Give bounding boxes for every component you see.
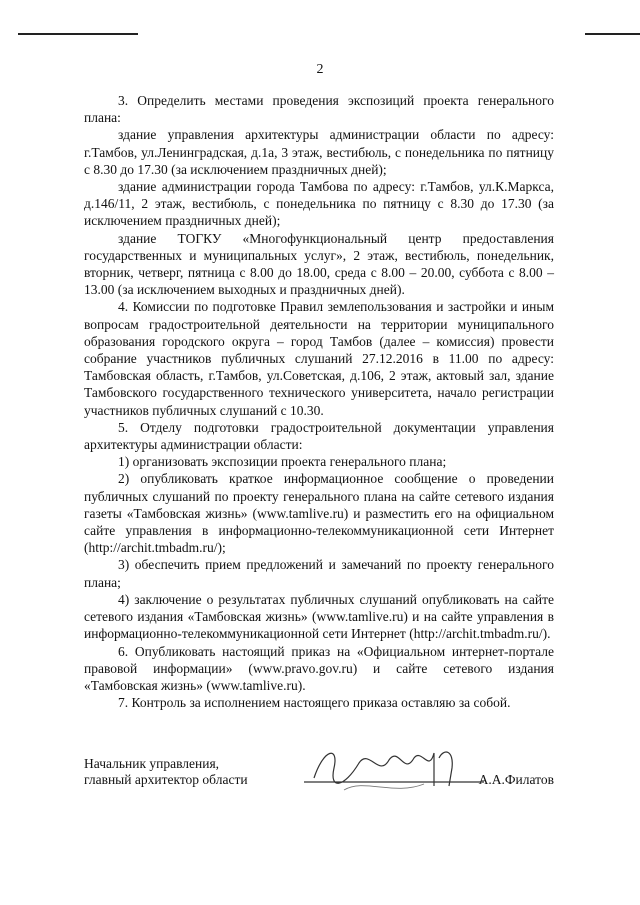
paragraph-7: 7. Контроль за исполнением настоящего приказа оставляю за собой. bbox=[118, 695, 511, 711]
paragraph-3-location-2: здание администрации города Тамбова по адресу: г.Тамбов, ул.К.Маркса, д.146/11, 2 этаж, вестибюль, с понедельника по пятницу с 8.30 до 17.30 (за исключением праздничных дней); bbox=[84, 179, 554, 229]
signatory-title-line-2: главный архитектор области bbox=[84, 772, 248, 787]
paragraph-6: 6. Опубликовать настоящий приказ на «Официальном интернет-портале правовой информации» (www.pravo.gov.ru) и сайте сетевого издания «Тамбовская жизнь» (www.tamlive.ru). bbox=[84, 643, 554, 693]
paragraph-5-item-1: 1) организовать экспозиции проекта генерального плана; bbox=[118, 454, 447, 470]
paragraph-5-item-3: 3) обеспечить прием предложений и замечаний по проекту генерального плана; bbox=[84, 557, 554, 590]
signatory-title-line-1: Начальник управления, bbox=[84, 756, 220, 771]
page-number: 2 bbox=[316, 62, 324, 77]
signature-block bbox=[84, 738, 554, 798]
handwritten-signature bbox=[284, 738, 484, 798]
paragraph-5: 5. Отделу подготовки градостроительной документации управления архитектуры администрации области: bbox=[84, 419, 554, 453]
document-body bbox=[84, 92, 554, 711]
paragraph-5-item-2: 2) опубликовать краткое информационное сообщение о проведении публичных слушаний по проекту генерального плана на сайте сетевого издания газеты «Тамбовская жизнь» (www.tamlive.ru) и разместить его на официальном сайте управления в информационно-телекоммуникационной сети Интернет (http://archit.tmbadm.ru/); bbox=[84, 471, 554, 556]
scan-edge-line-left bbox=[18, 33, 138, 35]
paragraph-3-location-1: здание управления архитектуры администрации области по адресу: г.Тамбов, ул.Ленинградская, д.1а, 3 этаж, вестибюль, с понедельника по пятницу с 8.30 до 17.30 (за исключением праздничных дней); bbox=[84, 127, 554, 177]
signatory-title bbox=[84, 756, 248, 788]
signatory-name: А.А.Филатов bbox=[478, 772, 554, 787]
paragraph-4: 4. Комиссии по подготовке Правил землепользования и застройки и иным вопросам градостроительной деятельности на территории муниципального образования городского округа – город Тамбов (далее – комиссия) провести собрание участников публичных слушаний 27.12.2016 в 11.00 по адресу: Тамбовская область, г.Тамбов, ул.Советская, д.106, 2 этаж, актовый зал, здание Тамбовского государственного технического университета, начало регистрации участников публичных слушаний с 10.30. bbox=[84, 299, 554, 418]
paragraph-3: 3. Определить местами проведения экспозиций проекта генерального плана: bbox=[84, 93, 554, 126]
paragraph-3-location-3: здание ТОГКУ «Многофункциональный центр предоставления государственных и муниципальных услуг», 2 этаж, вестибюль, понедельник, вторник, четверг, пятница с 8.00 до 18.00, среда с 8.00 – 20.00, суббота с 8.00 – 13.00 (за исключением выходных и праздничных дней). bbox=[84, 230, 554, 298]
paragraph-5-item-4: 4) заключение о результатах публичных слушаний опубликовать на сайте сетевого издания «Тамбовская жизнь» (www.tamlive.ru) и на сайте управления в информационно-телекоммуникационной сети Интернет (http://archit.tmbadm.ru/). bbox=[84, 591, 554, 642]
scan-edge-line-right bbox=[585, 33, 640, 35]
